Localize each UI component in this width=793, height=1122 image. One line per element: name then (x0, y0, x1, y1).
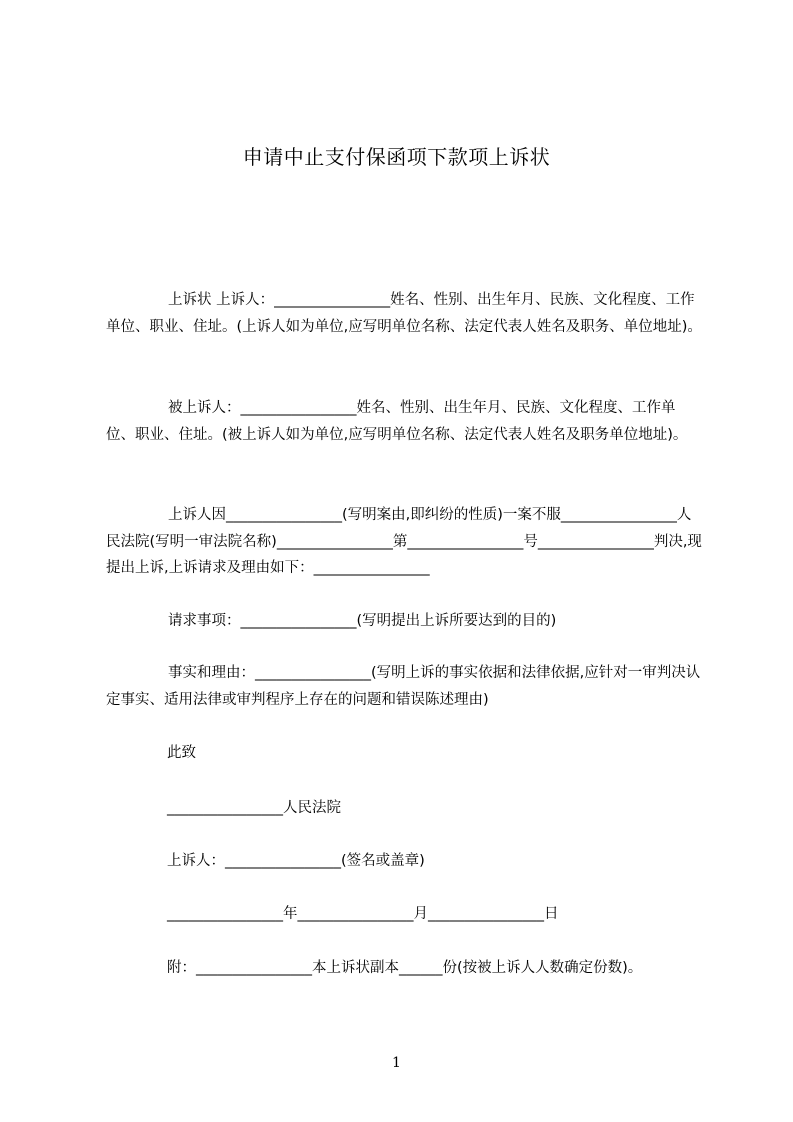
attachment-line: 附：________________本上诉状副本______份(按被上诉人人数确定份数)。 (167, 960, 643, 976)
appellee-paragraph: 被上诉人：________________姓名、性别、出生年月、民族、文化程度、工作单位、职业、住址。(被上诉人如为单位,应写明单位名称、法定代表人姓名及职务单位地址)。 (106, 400, 688, 443)
court-line: ________________人民法院 (167, 800, 341, 816)
page-number: 1 (392, 1055, 401, 1071)
claims-paragraph: 请求事项：________________(写明提出上诉所要达到的目的) (168, 613, 557, 629)
cause-paragraph: 上诉人因________________(写明案由,即纠纷的性质)一案不服________________人民法院(写明一审法院名称)________________第________________号________________判决,现提出上诉,上诉请求及理由如下：________________ (106, 507, 702, 576)
closing-line: 此致 (167, 745, 196, 761)
facts-paragraph: 事实和理由：________________(写明上诉的事实依据和法律依据,应针对一审判决认定事实、适用法律或审判程序上存在的问题和错误陈述理由) (106, 665, 701, 708)
appellant-paragraph: 上诉状 上诉人：________________姓名、性别、出生年月、民族、文化程度、工作单位、职业、住址。(上诉人如为单位,应写明单位名称、法定代表人姓名及职务、单位地址)。 (106, 292, 702, 335)
date-line: ________________年________________月________________日 (167, 906, 559, 922)
document-title: 申请中止支付保函项下款项上诉状 (242, 145, 551, 169)
signature-line: 上诉人：________________(签名或盖章) (167, 853, 425, 869)
